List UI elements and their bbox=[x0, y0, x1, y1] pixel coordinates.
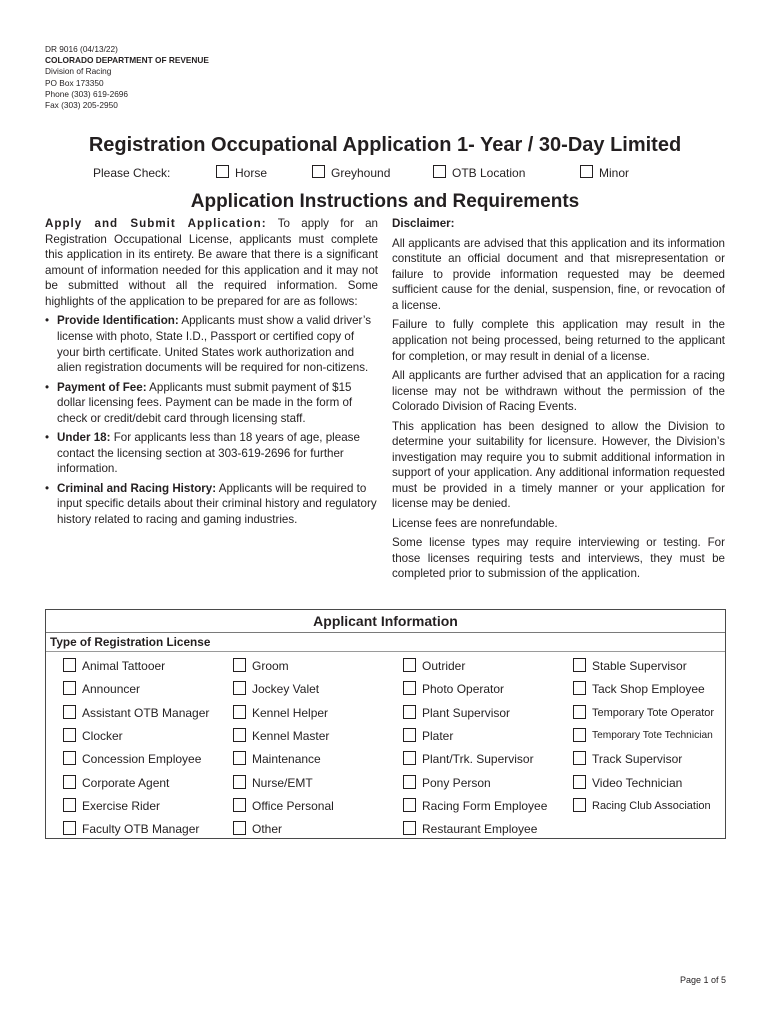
license-option-label: Faculty OTB Manager bbox=[82, 822, 200, 836]
license-option-label: Restaurant Employee bbox=[422, 822, 538, 836]
checkbox[interactable] bbox=[573, 705, 586, 719]
license-option-label: Nurse/EMT bbox=[252, 776, 313, 790]
checkbox[interactable] bbox=[573, 798, 586, 812]
checkbox[interactable] bbox=[312, 165, 325, 178]
license-option-label: Photo Operator bbox=[422, 682, 505, 696]
checkbox[interactable] bbox=[233, 705, 246, 719]
license-option-label: Exercise Rider bbox=[82, 799, 161, 813]
applicant-information-section bbox=[45, 609, 726, 839]
form-title: Registration Occupational Application 1- Year / 30-Day Limited bbox=[88, 134, 682, 156]
please-check-label: Please Check: bbox=[93, 166, 171, 180]
please-check-row bbox=[0, 165, 770, 183]
checkbox[interactable] bbox=[580, 165, 593, 178]
checkbox[interactable] bbox=[403, 798, 416, 812]
fax: Fax (303) 205-2950 bbox=[45, 100, 118, 111]
checkbox[interactable] bbox=[403, 728, 416, 742]
license-option-label: Plant Supervisor bbox=[422, 706, 511, 720]
license-option-label: Track Supervisor bbox=[592, 752, 683, 766]
disclaimer-column bbox=[392, 216, 725, 586]
list-item bbox=[45, 380, 378, 427]
license-option-label: Outrider bbox=[422, 659, 466, 673]
checkbox[interactable] bbox=[63, 821, 76, 835]
check-horse-label: Horse bbox=[235, 166, 268, 180]
license-option-label: Video Technician bbox=[592, 776, 683, 790]
checkbox[interactable] bbox=[233, 728, 246, 742]
check-greyhound-label: Greyhound bbox=[331, 166, 391, 180]
license-option-label: Jockey Valet bbox=[252, 682, 320, 696]
checkbox[interactable] bbox=[63, 728, 76, 742]
checkbox[interactable] bbox=[403, 751, 416, 765]
bullet-lead: Payment of Fee: bbox=[57, 380, 147, 394]
license-option-label: Racing Club Association bbox=[592, 800, 711, 812]
checkbox[interactable] bbox=[63, 775, 76, 789]
checkbox[interactable] bbox=[233, 658, 246, 672]
list-item bbox=[45, 481, 378, 528]
po-box: PO Box 173350 bbox=[45, 77, 104, 88]
checkbox[interactable] bbox=[63, 658, 76, 672]
license-option-label: Temporary Tote Operator bbox=[592, 707, 715, 719]
disclaimer-paragraph: Failure to fully complete this application may result in the application not being processed, being returned to the applicant for completion, or may result in denial of a license. bbox=[392, 318, 725, 363]
license-option-label: Racing Form Employee bbox=[422, 799, 548, 813]
disclaimer-paragraph: Some license types may require interviewing or testing. For those licenses requiring tests and interviews, they must be completed prior to submission of the application. bbox=[392, 536, 725, 581]
checkbox[interactable] bbox=[403, 821, 416, 835]
department-name: COLORADO DEPARTMENT OF REVENUE bbox=[45, 55, 209, 66]
form-id: DR 9016 (04/13/22) bbox=[45, 44, 118, 54]
license-option-label: Temporary Tote Technician bbox=[592, 730, 713, 741]
license-option-label: Clocker bbox=[82, 729, 123, 743]
license-option-label: Plant/Trk. Supervisor bbox=[422, 752, 534, 766]
disclaimer-heading: Disclaimer: bbox=[392, 217, 455, 230]
license-option-label: Concession Employee bbox=[82, 752, 202, 766]
phone: Phone (303) 619-2696 bbox=[45, 88, 129, 99]
disclaimer-paragraph: This application has been designed to allow the Division to determine your suitability for licensure. However, the Division’s investigation may require you to submit additional information in support of your application. Any additional information requested must be provided in a timely manner or your application for license may be denied. bbox=[392, 419, 725, 511]
checkbox[interactable] bbox=[63, 751, 76, 765]
list-item bbox=[45, 430, 378, 477]
license-option-label: Assistant OTB Manager bbox=[82, 706, 210, 720]
checkbox[interactable] bbox=[233, 798, 246, 812]
checkbox[interactable] bbox=[233, 751, 246, 765]
license-option-label: Animal Tattooer bbox=[82, 659, 166, 673]
checkbox[interactable] bbox=[573, 681, 586, 695]
checkbox[interactable] bbox=[573, 728, 586, 742]
license-option-label: Tack Shop Employee bbox=[592, 682, 705, 696]
disclaimer-paragraph: All applicants are advised that this application and its information constitute an official document and that misrepresentation or failure to provide information requested may be deemed sufficient cause for the denial, suspension, fine, or revocation of a license. bbox=[392, 236, 725, 312]
instructions-heading: Application Instructions and Requirements bbox=[190, 191, 580, 212]
bullet-lead: Criminal and Racing History: bbox=[57, 481, 217, 495]
disclaimer-paragraph: All applicants are further advised that an application for a racing license may not be withdrawn without the permission of the Colorado Division of Racing Events. bbox=[392, 368, 725, 414]
license-option-label: Stable Supervisor bbox=[592, 659, 687, 673]
checkbox[interactable] bbox=[573, 751, 586, 765]
checkbox[interactable] bbox=[403, 775, 416, 789]
intro-text: To apply for an Registration Occupational License, applicants must complete this application in its entirety. Be aware that there is a significant amount of information needed for this application and it may not be submitted without all the required information. Some highlights of the application to be prepared for are as follows: bbox=[45, 217, 379, 308]
bullet-text: Applicants must show a valid driver’s license with photo, State I.D., Passport or certified copy of your birth certificate. United States work authorization and alien registration documents will be required for non-citizens. bbox=[57, 314, 371, 375]
checkbox[interactable] bbox=[403, 681, 416, 695]
license-option-label: Corporate Agent bbox=[82, 776, 170, 790]
bullet-text: For applicants less than 18 years of age, please contact the licensing section at 303-619-2696 for further information. bbox=[57, 431, 360, 476]
check-otb-location-label: OTB Location bbox=[452, 166, 526, 180]
checkbox[interactable] bbox=[573, 775, 586, 789]
checkbox[interactable] bbox=[216, 165, 229, 178]
checkbox[interactable] bbox=[403, 705, 416, 719]
license-option-label: Pony Person bbox=[422, 776, 491, 790]
division-name: Division of Racing bbox=[45, 66, 112, 77]
agency-header bbox=[45, 44, 209, 111]
license-option-label: Kennel Master bbox=[252, 729, 330, 743]
license-option-label: Maintenance bbox=[252, 752, 321, 766]
checkbox[interactable] bbox=[63, 798, 76, 812]
checkbox[interactable] bbox=[233, 681, 246, 695]
license-option-label: Plater bbox=[422, 729, 454, 743]
license-option-label: Groom bbox=[252, 659, 289, 673]
checkbox[interactable] bbox=[233, 775, 246, 789]
checkbox[interactable] bbox=[433, 165, 446, 178]
checkbox[interactable] bbox=[573, 658, 586, 672]
license-option-label: Kennel Helper bbox=[252, 706, 329, 720]
applicant-information-heading: Applicant Information bbox=[46, 610, 725, 633]
bullet-text: Applicants must submit payment of $15 dollar licensing fees. Payment can be made in the form of check or credit/debit card through licensing staff. bbox=[57, 380, 353, 425]
checkbox[interactable] bbox=[63, 705, 76, 719]
intro-lead: Apply and Submit Application: bbox=[45, 217, 267, 230]
registration-type-label: Type of Registration License bbox=[46, 633, 725, 652]
checkbox[interactable] bbox=[63, 681, 76, 695]
license-option-label: Announcer bbox=[82, 682, 141, 696]
checkbox[interactable] bbox=[403, 658, 416, 672]
instructions-column bbox=[45, 216, 378, 527]
page-number: Page 1 of 5 bbox=[679, 975, 726, 985]
license-option-label: Office Personal bbox=[252, 799, 334, 813]
bullet-lead: Provide Identification: bbox=[57, 314, 179, 328]
requirements-list bbox=[45, 313, 378, 527]
disclaimer-paragraph: License fees are nonrefundable. bbox=[392, 516, 558, 530]
license-option-label: Other bbox=[252, 822, 283, 836]
list-item bbox=[45, 313, 378, 375]
intro-paragraph bbox=[45, 216, 378, 310]
check-minor-label: Minor bbox=[599, 166, 630, 180]
bullet-text: Applicants will be required to input specific details about their criminal history and regulatory history related to racing and gaming industries. bbox=[57, 481, 377, 526]
checkbox[interactable] bbox=[233, 821, 246, 835]
bullet-lead: Under 18: bbox=[57, 431, 111, 445]
